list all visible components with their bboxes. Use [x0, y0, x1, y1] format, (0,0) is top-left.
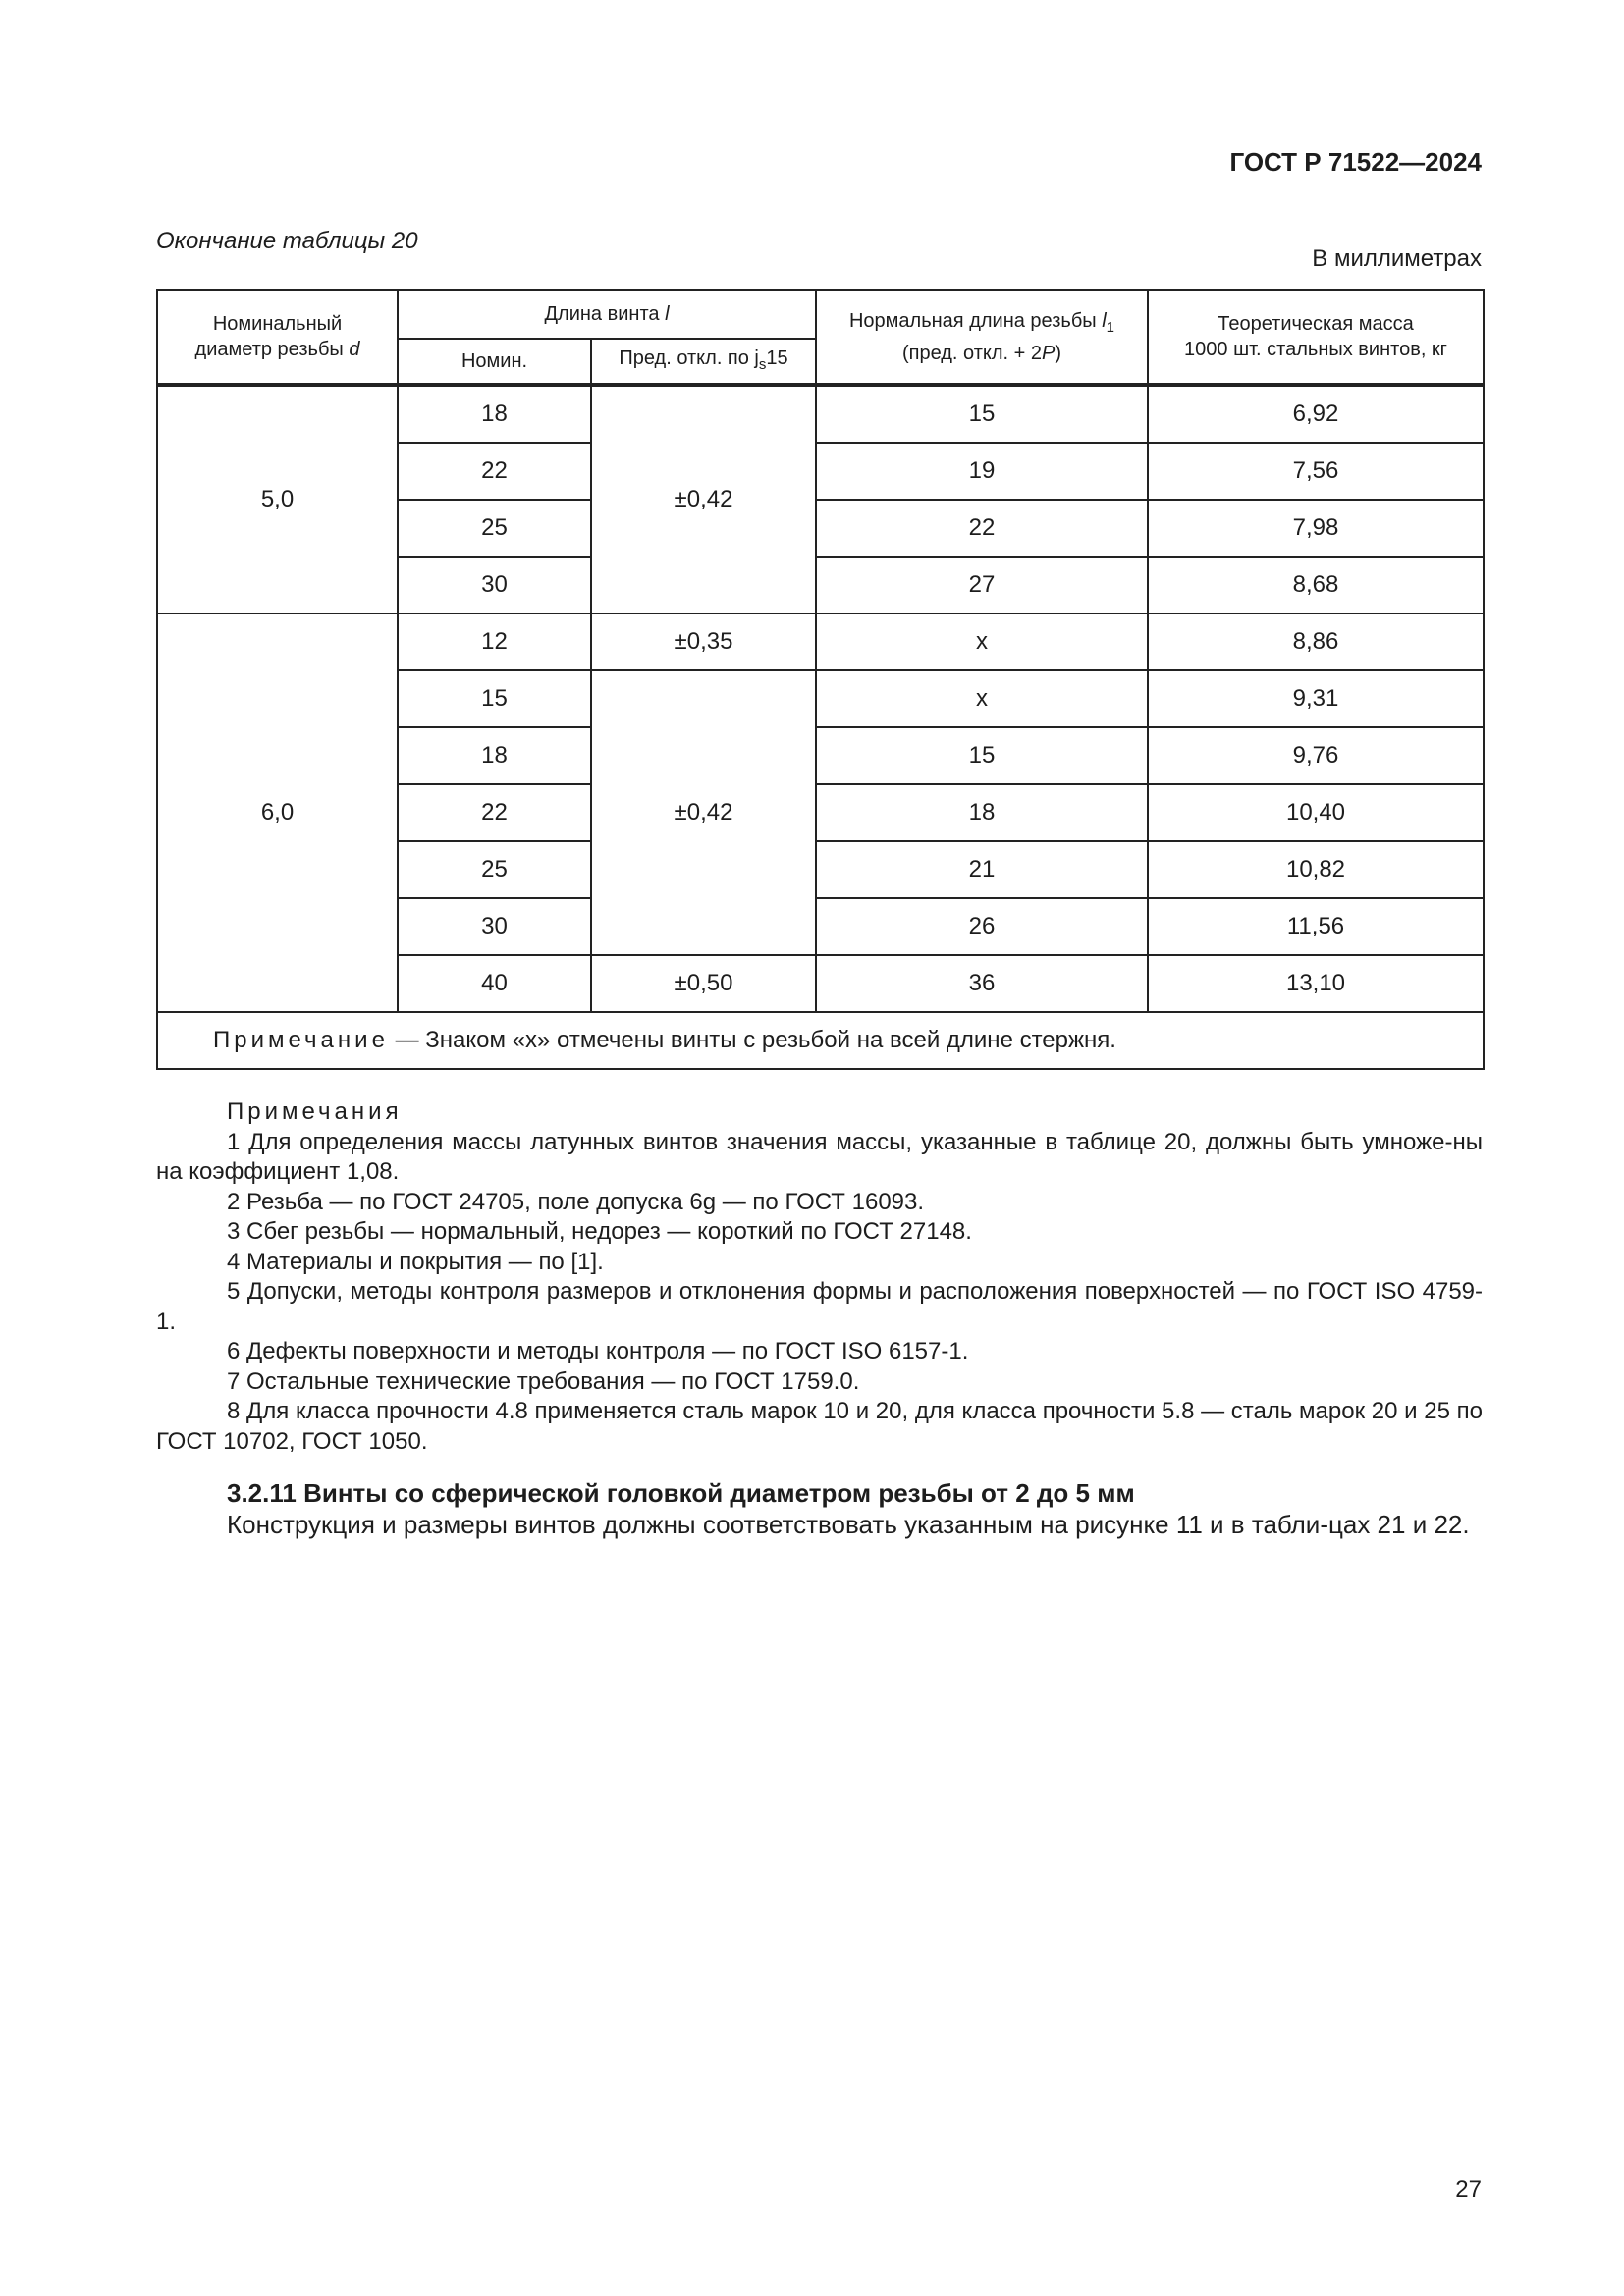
- section-3-2-11: [156, 1477, 1483, 1540]
- cell-length: 25: [398, 841, 591, 898]
- cell-length: 22: [398, 443, 591, 500]
- cell-thread-length: 15: [816, 385, 1148, 443]
- cell-thread-length: 15: [816, 727, 1148, 784]
- units-label: В миллиметрах: [1312, 245, 1482, 272]
- cell-length: 30: [398, 557, 591, 614]
- cell-length: 22: [398, 784, 591, 841]
- note-item: 2 Резьба — по ГОСТ 24705, поле допуска 6g — по ГОСТ 16093.: [227, 1188, 925, 1215]
- cell-mass: 7,98: [1148, 500, 1484, 557]
- header-nominal: Номин.: [398, 339, 591, 385]
- table-row: [157, 614, 1484, 670]
- cell-tolerance: ±0,50: [591, 955, 816, 1012]
- note-item: 1 Для определения массы латунных винтов значения массы, указанные в таблице 20, должны быть умноже-ны на коэффициент 1,08.: [156, 1128, 1483, 1185]
- document-designation: ГОСТ Р 71522—2024: [1229, 147, 1482, 177]
- section-paragraph: Конструкция и размеры винтов должны соответствовать указанным на рисунке 11 и в табли-цах 21 и 22.: [227, 1510, 1470, 1539]
- notes-block: [156, 1097, 1483, 1457]
- cell-diameter: 6,0: [157, 614, 398, 1012]
- page-number: 27: [1455, 2176, 1482, 2203]
- cell-mass: 7,56: [1148, 443, 1484, 500]
- notes-title: Примечания: [227, 1098, 403, 1125]
- cell-length: 18: [398, 385, 591, 443]
- note-item: 5 Допуски, методы контроля размеров и отклонения формы и расположения поверхностей — по ГОСТ ISO 4759-1.: [156, 1278, 1483, 1335]
- cell-mass: 13,10: [1148, 955, 1484, 1012]
- note-item: 3 Сбег резьбы — нормальный, недорез — короткий по ГОСТ 27148.: [227, 1218, 972, 1245]
- cell-length: 40: [398, 955, 591, 1012]
- cell-mass: 8,86: [1148, 614, 1484, 670]
- section-heading: 3.2.11 Винты со сферической головкой диаметром резьбы от 2 до 5 мм: [227, 1478, 1135, 1508]
- header-tolerance: Пред. откл. по $j_s15$: [591, 339, 816, 385]
- cell-thread-length: 21: [816, 841, 1148, 898]
- cell-length: 15: [398, 670, 591, 727]
- cell-thread-length: 36: [816, 955, 1148, 1012]
- cell-tolerance: ±0,42: [591, 670, 816, 955]
- cell-length: 18: [398, 727, 591, 784]
- table-row: [157, 385, 1484, 443]
- cell-thread-length: 18: [816, 784, 1148, 841]
- cell-mass: 10,82: [1148, 841, 1484, 898]
- header-nominal-diameter: Номинальный диаметр резьбы d: [157, 290, 398, 385]
- cell-length: 30: [398, 898, 591, 955]
- cell-mass: 11,56: [1148, 898, 1484, 955]
- cell-mass: 9,31: [1148, 670, 1484, 727]
- note-item: 8 Для класса прочности 4.8 применяется сталь марок 10 и 20, для класса прочности 5.8 — сталь марок 20 и 25 по ГОСТ 10702, ГОСТ 1050.: [156, 1398, 1483, 1455]
- header-theoretical-mass: Теоретическая масса 1000 шт. стальных винтов, кг: [1148, 290, 1484, 385]
- cell-thread-length: 19: [816, 443, 1148, 500]
- cell-thread-length: x: [816, 614, 1148, 670]
- table-note: [157, 1012, 1484, 1069]
- cell-mass: 6,92: [1148, 385, 1484, 443]
- cell-length: 25: [398, 500, 591, 557]
- table-note-row: [157, 1012, 1484, 1069]
- cell-diameter: 5,0: [157, 385, 398, 614]
- cell-length: 12: [398, 614, 591, 670]
- note-item: 4 Материалы и покрытия — по [1].: [227, 1248, 604, 1275]
- cell-thread-length: x: [816, 670, 1148, 727]
- note-item: 6 Дефекты поверхности и методы контроля — по ГОСТ ISO 6157-1.: [227, 1338, 969, 1364]
- cell-tolerance: ±0,42: [591, 385, 816, 614]
- header-thread-length: Нормальная длина резьбы $l_1$ (пред. откл. + 2P): [816, 290, 1148, 385]
- header-screw-length: Длина винта l: [398, 290, 816, 339]
- screw-dimensions-table: [156, 289, 1485, 1070]
- table-note-text: — Знаком «х» отмечены винты с резьбой на всей длине стержня.: [388, 1027, 1116, 1053]
- note-item: 7 Остальные технические требования — по ГОСТ 1759.0.: [227, 1367, 860, 1395]
- table-note-label: Примечание: [213, 1027, 389, 1053]
- table-caption: Окончание таблицы 20: [156, 228, 418, 254]
- cell-mass: 10,40: [1148, 784, 1484, 841]
- cell-thread-length: 27: [816, 557, 1148, 614]
- cell-mass: 8,68: [1148, 557, 1484, 614]
- cell-thread-length: 22: [816, 500, 1148, 557]
- cell-thread-length: 26: [816, 898, 1148, 955]
- cell-mass: 9,76: [1148, 727, 1484, 784]
- cell-tolerance: ±0,35: [591, 614, 816, 670]
